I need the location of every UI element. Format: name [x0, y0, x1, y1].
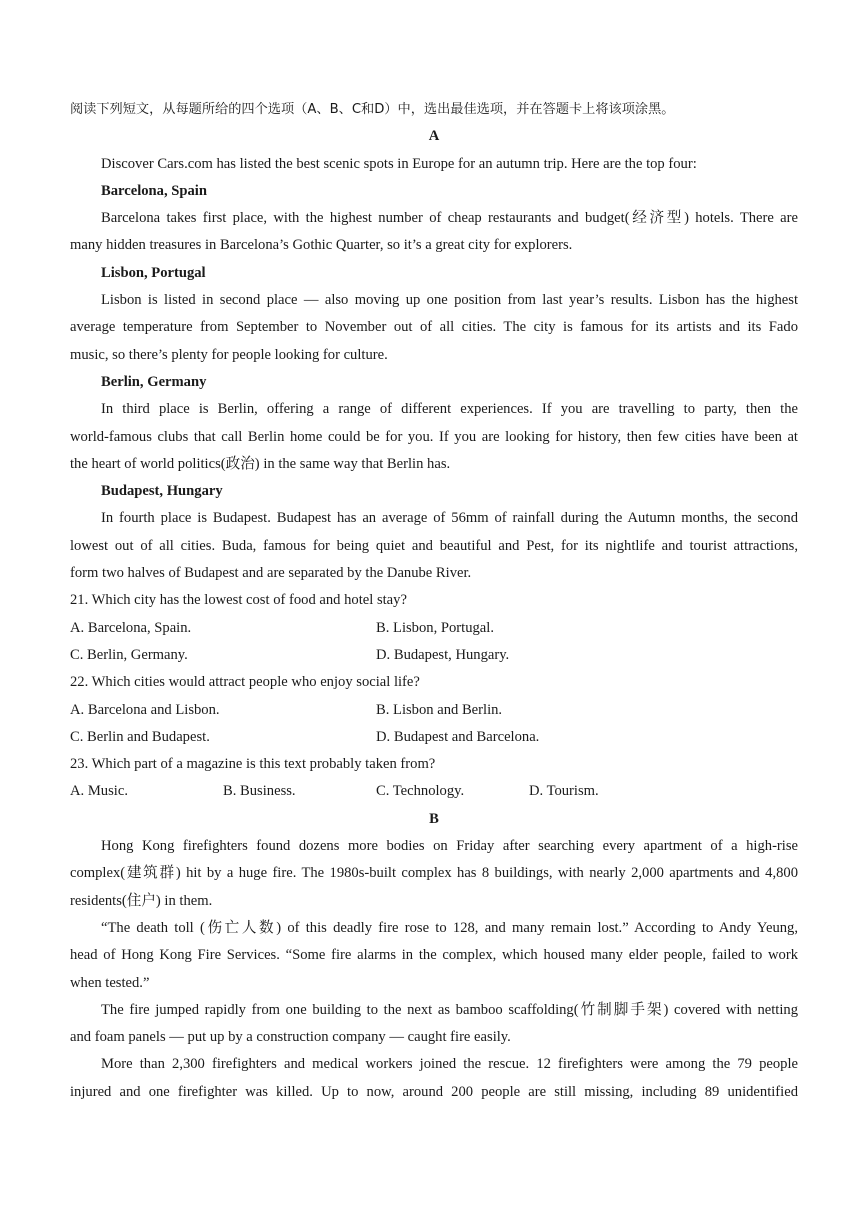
- question-22-options-row-1: [70, 697, 798, 724]
- berlin-heading: Berlin, Germany: [101, 373, 207, 390]
- question-23-options-row: [70, 778, 798, 805]
- q23-option-b[interactable]: B. Business.: [223, 783, 296, 800]
- q23-option-a[interactable]: A. Music.: [70, 783, 128, 800]
- section-b-p2-line-2: head of Hong Kong Fire Services. “Some fire alarms in the complex, which housed many elder people, failed to work: [70, 947, 798, 964]
- question-23: 23. Which part of a magazine is this text probably taken from?: [70, 756, 436, 773]
- q21-option-b[interactable]: B. Lisbon, Portugal.: [376, 619, 494, 636]
- q22-option-a[interactable]: A. Barcelona and Lisbon.: [70, 701, 220, 718]
- question-22: 22. Which cities would attract people who enjoy social life?: [70, 674, 420, 691]
- question-21: 21. Which city has the lowest cost of food and hotel stay?: [70, 592, 407, 609]
- berlin-line-1: In third place is Berlin, offering a range of different experiences. If you are travelling to party, then the: [101, 401, 798, 418]
- q23-option-d[interactable]: D. Tourism.: [529, 783, 599, 800]
- section-b-p3-line-1: The fire jumped rapidly from one building to the next as bamboo scaffolding(竹制脚手架) covered with netting: [101, 1001, 798, 1018]
- lisbon-heading: Lisbon, Portugal: [101, 264, 206, 281]
- budapest-line-2: lowest out of all cities. Buda, famous for being quiet and beautiful and Pest, for its nightlife and tourist attractions,: [70, 537, 798, 554]
- berlin-line-3: the heart of world politics(政治) in the same way that Berlin has.: [70, 455, 451, 472]
- section-b-p2-line-3: when tested.”: [70, 974, 150, 991]
- lisbon-line-1: Lisbon is listed in second place — also moving up one position from last year’s results. Lisbon has the highest: [101, 292, 798, 309]
- budapest-line-3: form two halves of Budapest and are separated by the Danube River.: [70, 565, 472, 582]
- barcelona-line-2: many hidden treasures in Barcelona’s Gothic Quarter, so it’s a great city for explorers.: [70, 237, 573, 254]
- section-a-label: A: [428, 128, 440, 145]
- q22-option-c[interactable]: C. Berlin and Budapest.: [70, 728, 210, 745]
- section-a-intro: Discover Cars.com has listed the best scenic spots in Europe for an autumn trip. Here are the top four:: [101, 155, 697, 172]
- exam-page: [70, 96, 798, 1106]
- section-b-p4-line-1: More than 2,300 firefighters and medical workers joined the rescue. 12 firefighters were among the 79 people: [101, 1056, 798, 1073]
- section-b-label: B: [429, 810, 439, 827]
- question-22-options-row-2: [70, 724, 798, 751]
- barcelona-heading: Barcelona, Spain: [101, 182, 207, 199]
- q23-option-c[interactable]: C. Technology.: [376, 783, 465, 800]
- section-b-p1-line-1: Hong Kong firefighters found dozens more bodies on Friday after searching every apartment of a high-rise: [101, 838, 798, 855]
- section-b-p3-line-2: and foam panels — put up by a construction company — caught fire easily.: [70, 1029, 511, 1046]
- barcelona-line-1: Barcelona takes first place, with the highest number of cheap restaurants and budget(经济型) hotels. There are: [101, 210, 798, 227]
- q22-option-b[interactable]: B. Lisbon and Berlin.: [376, 701, 503, 718]
- lisbon-line-3: music, so there’s plenty for people looking for culture.: [70, 346, 388, 363]
- section-b-p2-line-1: “The death toll (伤亡人数) of this deadly fire rose to 128, and many remain lost.” According to Andy Yeung,: [101, 919, 798, 936]
- budapest-line-1: In fourth place is Budapest. Budapest has an average of 56mm of rainfall during the Autumn months, the second: [101, 510, 798, 527]
- q22-option-d[interactable]: D. Budapest and Barcelona.: [376, 728, 540, 745]
- lisbon-line-2: average temperature from September to November out of all cities. The city is famous for its artists and its Fado: [70, 319, 798, 336]
- section-b-p4-line-2: injured and one firefighter was killed. Up to now, around 200 people are still missing, including 89 unidentified: [70, 1083, 798, 1100]
- section-b-p1-line-2: complex(建筑群) hit by a huge fire. The 1980s-built complex has 8 buildings, with nearly 2,000 apartments and 4,800: [70, 865, 798, 882]
- budapest-heading: Budapest, Hungary: [101, 483, 223, 500]
- question-21-options-row-2: [70, 642, 798, 669]
- q21-option-d[interactable]: D. Budapest, Hungary.: [376, 646, 510, 663]
- berlin-line-2: world-famous clubs that call Berlin home could be for you. If you are looking for history, then few cities have been at: [70, 428, 798, 445]
- q21-option-c[interactable]: C. Berlin, Germany.: [70, 646, 188, 663]
- q21-option-a[interactable]: A. Barcelona, Spain.: [70, 619, 192, 636]
- instruction-text: 阅读下列短文，从每题所给的四个选项（A、B、C和D）中，选出最佳选项，并在答题卡上将该项涂黑。: [70, 102, 675, 117]
- question-21-options-row-1: [70, 615, 798, 642]
- section-b-p1-line-3: residents(住户) in them.: [70, 892, 213, 909]
